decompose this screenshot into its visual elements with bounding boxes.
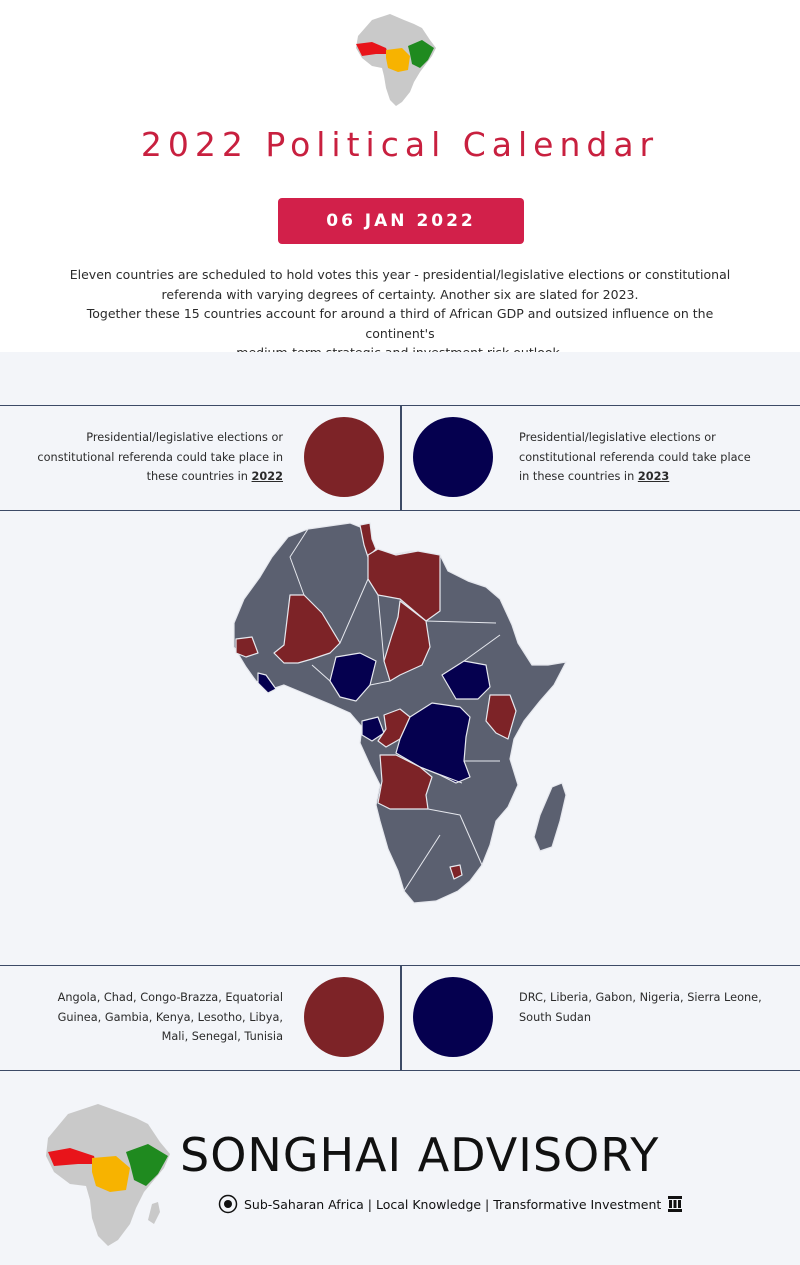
africa-logo-icon [352,12,442,108]
countries-2023-list: DRC, Liberia, Gabon, Nigeria, Sierra Leone, South Sudan [519,991,762,1024]
legend-2022-text [33,428,283,487]
africa-map-icon [200,515,620,915]
tagline-row [218,1192,698,1216]
legend-2023-year: 2023 [637,470,670,483]
page-title: 2022 Political Calendar [140,125,660,164]
legend-2022-swatch [304,417,384,497]
madagascar [534,783,566,851]
band-divider [400,406,402,510]
legend-2022-year: 2022 [251,470,283,483]
countries-2023-swatch [413,977,493,1057]
building-icon [667,1195,683,1213]
intro-line: referenda with varying degrees of certainty. Another six are slated for 2023. [161,286,639,302]
legend-2023-swatch [413,417,493,497]
countries-2022-list: Angola, Chad, Congo-Brazza, Equatorial Guinea, Gambia, Kenya, Lesotho, Libya, Mali, Senegal, Tunisia [57,991,283,1043]
country-list-band [0,965,800,1071]
countries-2022-swatch [304,977,384,1057]
intro-line: Eleven countries are scheduled to hold votes this year - presidential/legislative elections or constitutional [69,267,731,282]
legend-2023-label: Presidential/legislative elections or constitutional referenda could take place in these countries in [519,431,751,483]
seal-icon [218,1194,238,1214]
date-badge: 06 JAN 2022 [278,198,524,244]
legend-2023-text [519,428,764,487]
africa-logo-icon [40,1100,180,1250]
band-divider [400,966,402,1070]
company-name: SONGHAI ADVISORY [180,1128,660,1182]
legend-2022-label: Presidential/legislative elections or constitutional referenda could take place in these countries in [37,431,283,483]
intro-line: Together these 15 countries account for around a third of African GDP and outsized influence on the continent's [86,306,714,341]
intro-text [60,265,740,363]
tagline: Sub-Saharan Africa | Local Knowledge | Transformative Investment [244,1196,662,1212]
legend-band [0,405,800,511]
